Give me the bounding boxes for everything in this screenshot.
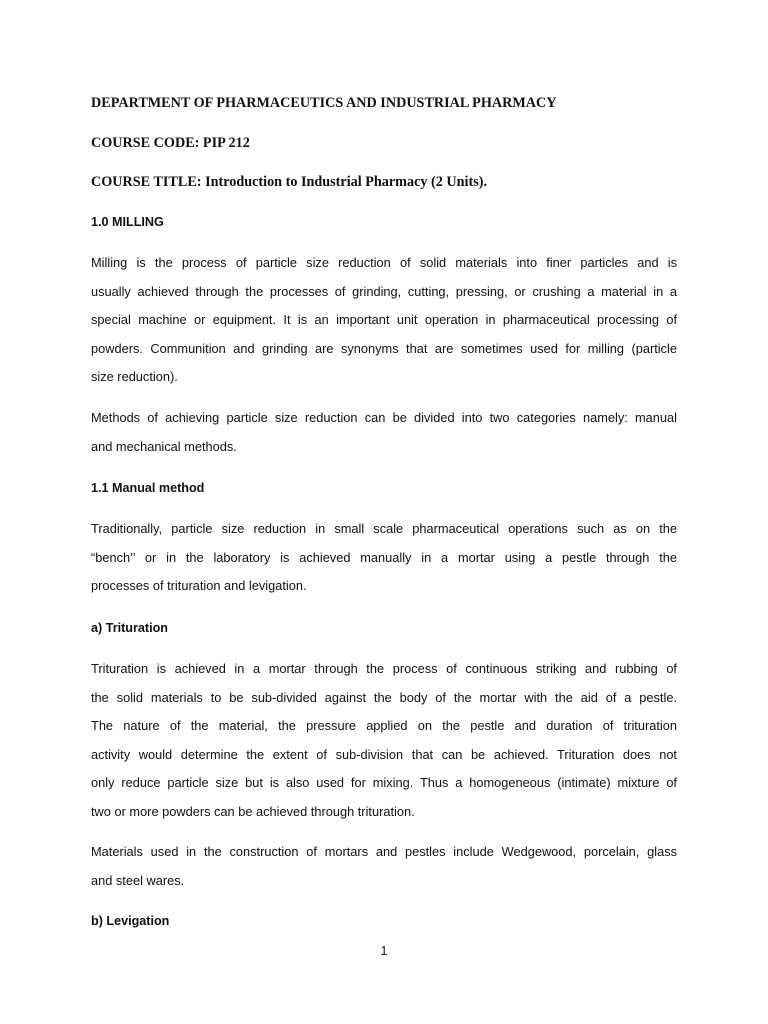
text-line: only reduce particle size but is also used for mixing. Thus a homogeneous (intimate) mixture of (91, 775, 677, 790)
text-line: the solid materials to be sub-divided against the body of the mortar with the aid of a pestle. (91, 689, 677, 705)
course-title (91, 173, 487, 191)
text-line: usually achieved through the processes of grinding, cutting, pressing, or crushing a material in a (91, 283, 677, 299)
manual-method-paragraph (91, 515, 677, 601)
text-line: powders. Communition and grinding are synonyms that are sometimes used for milling (particle (91, 340, 677, 356)
text-line: processes of trituration and levigation. (91, 578, 307, 593)
text-line: The nature of the material, the pressure applied on the pestle and duration of trituration (91, 718, 677, 733)
text-line: two or more powders can be achieved through trituration. (91, 803, 415, 819)
course-title-value: Introduction to Industrial Pharmacy (2 Units). (201, 174, 487, 190)
trituration-paragraph-1 (91, 655, 677, 826)
subsection-heading-levigation: b) Levigation (91, 914, 170, 928)
text-line: Traditionally, particle size reduction in small scale pharmaceutical operations such as on the (91, 521, 677, 536)
text-line: “bench’’ or in the laboratory is achieved manually in a mortar using a pestle through the (91, 549, 677, 565)
trituration-paragraph-2 (91, 838, 677, 895)
text-line: Materials used in the construction of mortars and pestles include Wedgewood, porcelain, glass (91, 844, 677, 859)
milling-paragraph-1 (91, 249, 677, 392)
subsection-heading-trituration: a) Trituration (91, 621, 168, 635)
text-line: Milling is the process of particle size reduction of solid materials into finer particles and is (91, 255, 677, 270)
text-line: activity would determine the extent of sub-division that can be achieved. Trituration does not (91, 746, 677, 762)
course-code: COURSE CODE: PIP 212 (91, 135, 250, 151)
text-line: Methods of achieving particle size reduction can be divided into two categories namely: manual (91, 410, 677, 425)
text-line: Trituration is achieved in a mortar through the process of continuous striking and rubbing of (91, 661, 677, 676)
text-line: special machine or equipment. It is an important unit operation in pharmaceutical processing of (91, 312, 677, 327)
section-heading-milling: 1.0 MILLING (91, 215, 164, 229)
text-line: and mechanical methods. (91, 438, 237, 454)
text-line: size reduction). (91, 369, 178, 384)
course-title-label: COURSE TITLE: (91, 174, 202, 190)
text-line: and steel wares. (91, 872, 185, 888)
page-number: 1 (380, 944, 388, 958)
section-heading-manual-method: 1.1 Manual method (91, 481, 205, 495)
milling-paragraph-2 (91, 404, 677, 461)
department-heading: DEPARTMENT OF PHARMACEUTICS AND INDUSTRIAL PHARMACY (91, 95, 557, 111)
